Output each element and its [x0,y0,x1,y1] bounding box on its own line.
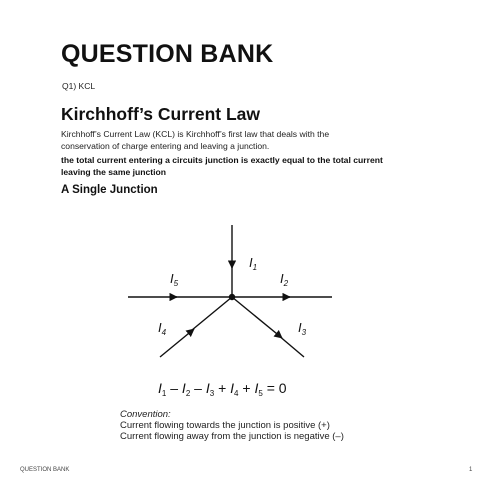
page-title: QUESTION BANK [61,40,274,68]
intro-line-2: conservation of charge entering and leaving a junction. [61,140,270,151]
section-heading: Kirchhoff’s Current Law [61,104,260,124]
footer-title: QUESTION BANK [20,467,70,473]
kcl-statement-line-2: leaving the same junction [61,166,167,177]
intro-line-1: Kirchhoff’s Current Law (KCL) is Kirchhoff’s first law that deals with the [61,129,330,139]
page-number: 1 [469,467,473,473]
label-i5: $I_5$ [170,271,179,288]
convention-line-1: Current flowing towards the junction is positive (+) [120,420,330,431]
branch-i3-tail [278,335,304,357]
branch-i4-tail [192,297,232,330]
question-label: Q1) KCL [62,81,96,91]
convention-title: Convention: [120,409,171,420]
label-i4: $I_4$ [158,320,167,337]
intro-paragraph [61,129,433,152]
label-i2: $I_2$ [280,271,289,288]
junction-diagram [120,215,360,455]
kcl-equation: $I_1 - I_2 - I_3 + I_4 + I_5 = 0$ [158,380,287,398]
branch-i3 [232,297,282,338]
kcl-statement-line-1: the total current entering a circuits junction is exactly equal to the total current [61,155,383,165]
convention-line-2: Current flowing away from the junction is negative (–) [120,431,344,442]
kcl-statement [61,155,433,178]
junction-node [229,294,235,300]
label-i3: $I_3$ [298,320,307,337]
label-i1: $I_1$ [249,255,258,272]
junction-subheading: A Single Junction [61,184,158,196]
